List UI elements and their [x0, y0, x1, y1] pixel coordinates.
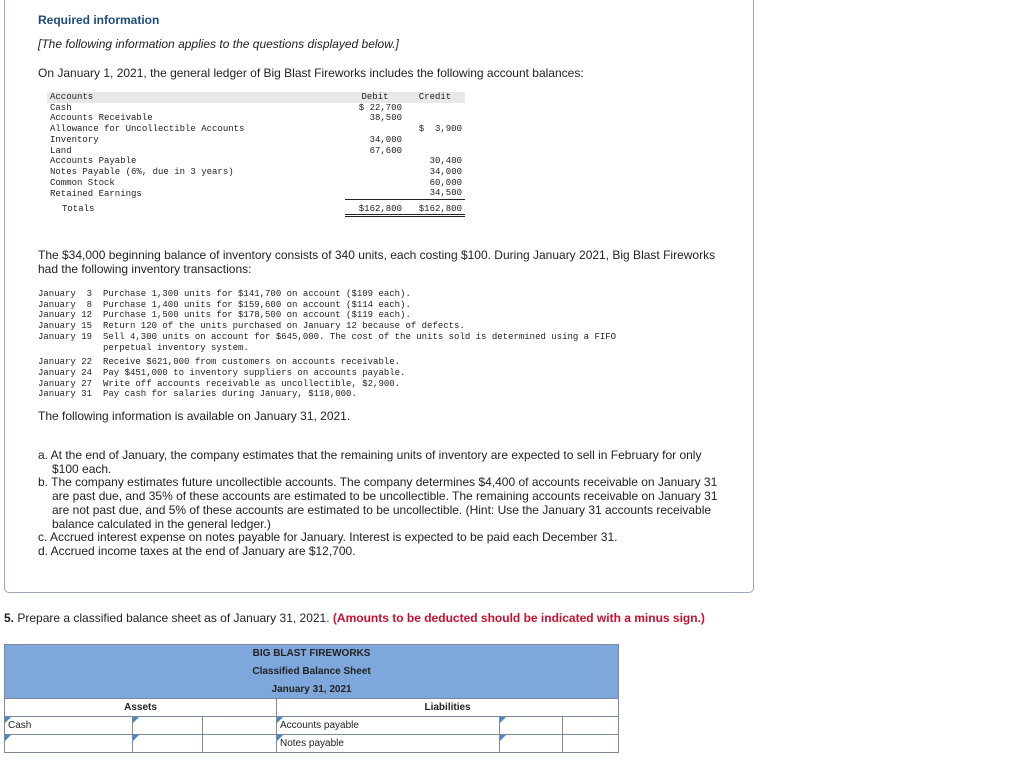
transaction-text: Purchase 1,300 units for $141,700 on account ($109 each).	[103, 289, 411, 299]
bs-liabilities-header: Liabilities	[277, 699, 619, 717]
transaction-date	[38, 343, 103, 354]
ledger-account: Inventory	[50, 134, 99, 145]
ledger-account: Allowance for Uncollectible Accounts	[50, 124, 245, 135]
transaction-text: Purchase 1,500 units for $178,500 on account ($119 each).	[103, 310, 411, 321]
ledger-table	[47, 92, 465, 217]
ledger-header-debit: Debit	[345, 92, 405, 103]
bs-liability-name[interactable]: Accounts payable	[277, 717, 500, 735]
ledger-row	[47, 156, 465, 167]
ledger-debit: 34,000	[369, 134, 402, 145]
transaction-date: January 27	[38, 378, 93, 389]
available-info: The following information is available on January 31, 2021.	[38, 409, 351, 423]
transaction-row	[38, 379, 616, 390]
bs-liability-total-input[interactable]	[563, 735, 619, 753]
ledger-row	[47, 178, 465, 189]
transaction-text: Pay cash for salaries during January, $118,000.	[103, 389, 357, 400]
ledger-credit: 34,000	[429, 166, 462, 177]
transaction-text: Pay $451,000 to inventory suppliers on accounts payable.	[103, 367, 406, 378]
ledger-credit: 60,000	[429, 177, 462, 188]
transaction-row	[38, 332, 616, 343]
ledger-credit: 34,500	[405, 188, 465, 199]
bs-asset-total-input[interactable]	[203, 735, 277, 753]
transaction-list	[38, 289, 616, 400]
transaction-date: January 3	[38, 289, 93, 299]
transaction-row	[38, 389, 616, 400]
ledger-account: Accounts Payable	[50, 156, 137, 167]
bs-assets-header: Assets	[5, 699, 277, 717]
transaction-text: Return 120 of the units purchased on January 12 because of defects.	[103, 321, 465, 332]
balance-sheet-table	[4, 644, 619, 753]
transaction-date: January 24	[38, 367, 93, 378]
ledger-account: Land	[50, 145, 72, 156]
ledger-credit	[405, 113, 465, 124]
question-number: 5.	[4, 611, 15, 625]
ledger-account: Retained Earnings	[50, 188, 142, 199]
ledger-row	[47, 113, 465, 124]
transaction-date: January 31	[38, 389, 93, 400]
ledger-total-credit: $162,800	[405, 204, 465, 216]
transaction-date: January 22	[38, 357, 93, 368]
bs-company: BIG BLAST FIREWORKS	[5, 645, 619, 663]
adjustment-list	[38, 449, 718, 559]
adjustment-item: c. Accrued interest expense on notes payable for January. Interest is expected to be paid each December 31.	[38, 530, 618, 545]
bs-asset-total-input[interactable]	[203, 717, 277, 735]
transaction-text: perpetual inventory system.	[103, 342, 249, 353]
ledger-debit	[345, 178, 405, 189]
adjustment-item: b. The company estimates future uncollectible accounts. The company determines $4,400 of accounts receivable on January 31 are past due, and 35% of these accounts are estimated to be uncollectible. The remaining accounts receivable on January 31 are not past due, and 5% of these accounts are estimated to be uncollectible. (Hint: Use the January 31 accounts receivable balance calculated in the general ledger.)	[38, 475, 718, 531]
ledger-debit	[345, 156, 405, 167]
transaction-row	[38, 300, 616, 311]
ledger-header-accounts: Accounts	[47, 92, 345, 103]
ledger-debit: $ 22,700	[358, 102, 402, 113]
ledger-credit: $ 3,900	[418, 124, 462, 135]
transaction-date: January 15	[38, 321, 93, 332]
ledger-debit	[345, 188, 405, 199]
ledger-row	[47, 167, 465, 178]
ledger-credit: 30,400	[429, 156, 462, 167]
transaction-row	[38, 310, 616, 321]
ledger-credit	[405, 103, 465, 114]
intro-note: [The following information applies to the questions displayed below.]	[38, 37, 399, 51]
bs-asset-name[interactable]: Cash	[5, 717, 133, 735]
question-5	[4, 611, 705, 625]
transaction-date: January 19	[38, 331, 93, 342]
transaction-row	[38, 357, 616, 368]
bs-title: Classified Balance Sheet	[5, 663, 619, 681]
adjustment-item: d. Accrued income taxes at the end of January are $12,700.	[38, 543, 356, 558]
inventory-paragraph: The $34,000 beginning balance of inventory consists of 340 units, each costing $100. During January 2021, Big Blast Fireworks had the following inventory transactions:	[38, 248, 716, 276]
ledger-credit	[405, 135, 465, 146]
ledger-account: Common Stock	[50, 177, 115, 188]
adjustment-item: a. At the end of January, the company estimates that the remaining units of inventory are expected to sell in February for only $100 each.	[38, 448, 702, 476]
ledger-row	[47, 103, 465, 114]
transaction-text: Receive $621,000 from customers on accounts receivable.	[103, 357, 401, 368]
ledger-row	[47, 124, 465, 135]
ledger-account: Notes Payable (6%, due in 3 years)	[50, 166, 234, 177]
bs-liability-amount-input[interactable]	[500, 735, 563, 753]
transaction-row	[38, 289, 616, 300]
bs-liability-amount-input[interactable]	[500, 717, 563, 735]
question-note: (Amounts to be deducted should be indicated with a minus sign.)	[332, 611, 705, 625]
ledger-debit: 38,500	[369, 113, 402, 124]
bs-asset-amount-input[interactable]	[133, 735, 203, 753]
bs-date: January 31, 2021	[5, 681, 619, 699]
bs-liability-name[interactable]: Notes payable	[277, 735, 500, 753]
bs-row	[5, 717, 619, 735]
ledger-row	[47, 146, 465, 157]
ledger-debit: 67,600	[369, 145, 402, 156]
ledger-debit	[345, 167, 405, 178]
transaction-row	[38, 368, 616, 379]
required-info-heading: Required information	[38, 13, 160, 27]
transaction-row	[38, 343, 616, 354]
ledger-credit	[405, 146, 465, 157]
transaction-date: January 8	[38, 299, 93, 310]
ledger-debit	[345, 124, 405, 135]
ledger-account: Cash	[50, 102, 72, 113]
question-text: Prepare a classified balance sheet as of January 31, 2021.	[17, 611, 330, 625]
bs-row	[5, 735, 619, 753]
transaction-row	[38, 321, 616, 332]
bs-liability-total-input[interactable]	[563, 717, 619, 735]
ledger-totals-row	[47, 204, 465, 216]
transaction-text: Sell 4,300 units on account for $645,000. The cost of the units sold is determined using a FIFO	[103, 331, 617, 342]
bs-asset-name[interactable]	[5, 735, 133, 753]
ledger-row	[47, 188, 465, 199]
opening-paragraph: On January 1, 2021, the general ledger of Big Blast Fireworks includes the following account balances:	[38, 66, 584, 80]
ledger-totals-label: Totals	[62, 204, 95, 215]
transaction-date: January 12	[38, 310, 93, 321]
ledger-row	[47, 135, 465, 146]
ledger-header-credit: Credit	[405, 92, 465, 103]
bs-asset-amount-input[interactable]	[133, 717, 203, 735]
transaction-text: Write off accounts receivable as uncollectible, $2,900.	[103, 378, 401, 389]
ledger-total-debit: $162,800	[345, 204, 405, 216]
transaction-text: Purchase 1,400 units for $159,600 on account ($114 each).	[103, 299, 411, 310]
ledger-account: Accounts Receivable	[50, 113, 153, 124]
